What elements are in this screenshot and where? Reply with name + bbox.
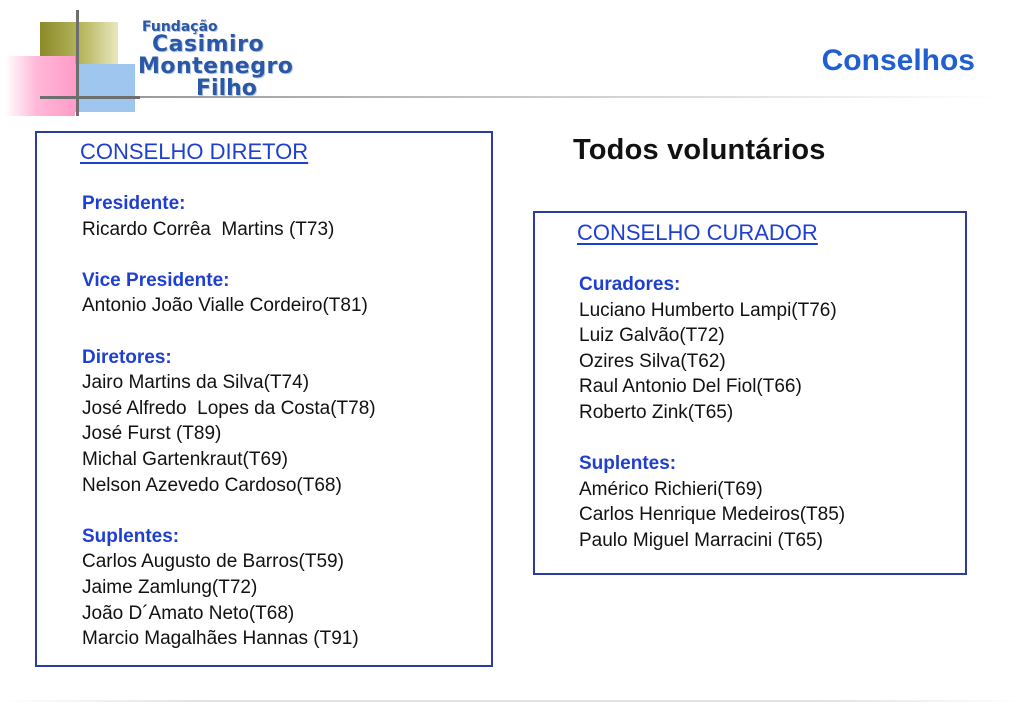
presidente-group [82,191,376,242]
conselho-curador-content [579,272,845,554]
conselho-diretor-content [82,191,376,652]
diretor-item: José Alfredo Lopes da Costa(T78) [82,397,376,419]
logo-pink-square [5,56,75,116]
curador-suplente-item: Américo Richieri(T69) [579,478,763,500]
diretor-suplentes-group [82,524,376,652]
logo-blue-square [75,64,135,112]
conselho-diretor-heading: CONSELHO DIRETOR [80,139,309,164]
diretor-suplente-item: Jaime Zamlung(T72) [82,576,258,598]
diretor-suplente-item: João D´Amato Neto(T68) [82,602,295,624]
logo-vertical-bar [76,10,79,116]
curador-item: Ozires Silva(T62) [579,350,726,372]
conselho-diretor-box [35,131,493,667]
vice-presidente-label: Vice Presidente: [82,269,230,291]
curador-suplentes-label: Suplentes: [579,453,677,475]
conselho-curador-heading: CONSELHO CURADOR [577,220,818,245]
presidente-label: Presidente: [82,193,186,214]
curador-item: Luciano Humberto Lampi(T76) [579,299,837,321]
curador-suplente-item: Paulo Miguel Marracini (T65) [579,529,823,551]
curador-item: Raul Antonio Del Fiol(T66) [579,376,802,398]
curador-item: Luiz Galvão(T72) [579,325,725,347]
diretor-suplentes-label: Suplentes: [82,525,180,547]
curador-suplente-item: Carlos Henrique Medeiros(T85) [579,504,846,526]
vice-presidente-group [82,268,376,319]
conselho-curador-box [533,211,967,575]
footer-divider [0,700,1023,702]
subtitle: Todos voluntários [573,134,826,166]
diretor-suplente-item: Marcio Magalhães Hannas (T91) [82,628,359,650]
diretor-item: José Furst (T89) [82,423,222,445]
logo-line-1: Fundação [142,19,218,35]
logo-graphic [0,0,140,120]
logo-horizontal-bar [40,96,140,99]
logo-wordmark [138,20,293,100]
diretor-item: Jairo Martins da Silva(T74) [82,372,310,394]
curador-suplentes-group [579,451,845,553]
diretores-group [82,345,376,499]
diretor-suplente-item: Carlos Augusto de Barros(T59) [82,551,344,573]
page-title: Conselhos [821,44,975,77]
diretores-label: Diretores: [82,346,172,368]
vice-presidente-name: Antonio João Vialle Cordeiro(T81) [82,295,368,317]
logo-line-4: Filho [196,76,257,101]
curadores-label: Curadores: [579,274,681,295]
diretor-item: Michal Gartenkraut(T69) [82,448,288,470]
logo-line-3: Montenegro [138,54,294,79]
curador-item: Roberto Zink(T65) [579,401,734,423]
presidente-name: Ricardo Corrêa Martins (T73) [82,218,335,240]
diretor-item: Nelson Azevedo Cardoso(T68) [82,474,342,496]
logo-line-2: Casimiro [152,32,265,57]
curadores-group [579,272,845,426]
